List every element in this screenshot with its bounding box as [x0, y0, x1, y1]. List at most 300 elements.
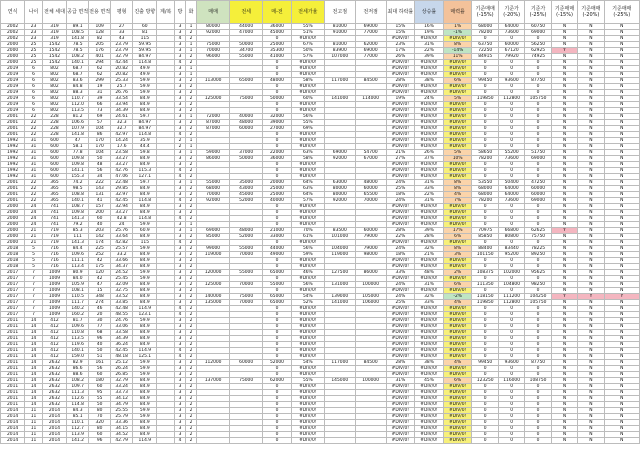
table-cell[interactable]: 0 [498, 402, 524, 408]
table-cell[interactable]: 84500 [355, 360, 386, 366]
table-cell[interactable]: 2011 [1, 336, 25, 342]
table-cell[interactable]: 84915 [472, 54, 498, 60]
table-cell[interactable]: 0 [472, 276, 498, 282]
table-cell[interactable]: 4 [175, 60, 186, 66]
table-cell[interactable]: 25.76 [111, 228, 133, 234]
table-cell[interactable]: 2014 [1, 414, 25, 420]
table-cell[interactable]: 33% [386, 270, 415, 276]
table-cell[interactable]: 14 [25, 402, 43, 408]
table-cell[interactable]: 0 [263, 138, 292, 144]
table-cell[interactable]: 59.9 [133, 408, 157, 414]
table-cell[interactable]: 319 [42, 30, 66, 36]
table-cell[interactable]: 74925 [525, 54, 551, 60]
table-cell[interactable]: N [551, 438, 577, 444]
table-cell[interactable]: 0 [525, 336, 551, 342]
table-cell[interactable]: 34.39 [111, 336, 133, 342]
table-cell[interactable]: 35000 [230, 180, 263, 186]
table-cell[interactable]: 0 [472, 336, 498, 342]
table-cell[interactable]: 24 [111, 222, 133, 228]
table-cell[interactable]: N [604, 168, 639, 174]
table-cell[interactable]: 85850 [472, 234, 498, 240]
table-cell[interactable]: 115 [133, 240, 157, 246]
table-cell[interactable]: 143 [89, 186, 111, 192]
table-cell[interactable]: 6 [25, 72, 43, 78]
table-cell[interactable]: 4 [175, 216, 186, 222]
table-cell[interactable]: 48% [415, 270, 444, 276]
table-cell[interactable]: 79000 [355, 246, 386, 252]
table-cell[interactable]: #DIV/0! [415, 84, 444, 90]
table-cell[interactable]: #DIV/0! [291, 108, 324, 114]
table-cell[interactable]: 3 [175, 414, 186, 420]
table-cell[interactable]: #DIV/0! [291, 174, 324, 180]
table-cell[interactable]: N [551, 90, 577, 96]
table-cell[interactable]: 0 [263, 330, 292, 336]
table-cell[interactable]: 25 [25, 42, 43, 48]
table-cell[interactable]: 0 [263, 390, 292, 396]
table-cell[interactable]: 15 [89, 288, 111, 294]
table-cell[interactable]: 41000 [263, 54, 292, 60]
table-cell[interactable]: 34.12 [111, 396, 133, 402]
table-cell[interactable]: 62 [89, 72, 111, 78]
table-cell[interactable]: 0 [525, 66, 551, 72]
table-cell[interactable]: 93600 [498, 78, 524, 84]
table-cell[interactable]: 7 [25, 312, 43, 318]
table-cell[interactable]: 64% [291, 180, 324, 186]
table-cell[interactable]: 101150 [472, 252, 498, 258]
table-cell[interactable]: 25 [25, 60, 43, 66]
table-cell[interactable]: 84.97 [133, 126, 157, 132]
table-cell[interactable]: 0 [472, 174, 498, 180]
table-cell[interactable]: #DIV/0! [291, 132, 324, 138]
table-cell[interactable]: 4 [175, 174, 186, 180]
table-cell[interactable]: 2 [186, 366, 197, 372]
table-cell[interactable]: N [551, 24, 577, 30]
table-cell[interactable]: N [578, 408, 604, 414]
table-cell[interactable]: N [578, 342, 604, 348]
table-cell[interactable]: 58650 [472, 150, 498, 156]
table-cell[interactable]: 22 [25, 114, 43, 120]
table-cell[interactable]: 85.1 [67, 414, 89, 420]
table-cell[interactable]: 2001 [1, 126, 25, 132]
table-cell[interactable]: 56 [89, 366, 111, 372]
table-cell[interactable]: 84.9 [133, 384, 157, 390]
table-cell[interactable]: 2632 [42, 366, 66, 372]
table-cell[interactable]: 0 [263, 210, 292, 216]
table-cell[interactable]: N [551, 72, 577, 78]
table-cell[interactable]: 0 [472, 66, 498, 72]
table-cell[interactable]: 2 [186, 318, 197, 324]
table-cell[interactable]: 0 [472, 288, 498, 294]
header-cell[interactable]: 전세 [230, 1, 263, 24]
table-cell[interactable]: 88.6 [67, 372, 89, 378]
table-cell[interactable]: 33% [415, 186, 444, 192]
table-cell[interactable]: 2 [186, 306, 197, 312]
table-cell[interactable]: 0 [472, 402, 498, 408]
table-cell[interactable]: 107.9 [67, 126, 89, 132]
header-cell[interactable]: 전체 세대 [42, 1, 66, 24]
table-cell[interactable]: 35300 [263, 48, 292, 54]
table-cell[interactable]: N [604, 288, 639, 294]
header-cell[interactable]: 전고점 [324, 1, 355, 24]
table-cell[interactable]: 157 [89, 204, 111, 210]
table-cell[interactable]: 33.85 [111, 300, 133, 306]
table-cell[interactable]: 108.8 [67, 192, 89, 198]
table-cell[interactable]: 1542 [42, 48, 66, 54]
table-cell[interactable]: 125000 [197, 96, 230, 102]
table-cell[interactable]: 5 [25, 264, 43, 270]
table-cell[interactable]: N [578, 396, 604, 402]
table-cell[interactable]: 33.36 [111, 420, 133, 426]
table-cell[interactable]: 2014 [42, 420, 66, 426]
table-cell[interactable]: 69000 [355, 48, 386, 54]
table-cell[interactable]: #DIV/0! [291, 72, 324, 78]
table-cell[interactable]: 67% [291, 42, 324, 48]
table-cell[interactable]: 60 [89, 372, 111, 378]
table-cell[interactable]: 68000 [472, 24, 498, 30]
table-cell[interactable]: N [578, 60, 604, 66]
table-cell[interactable]: 0 [263, 216, 292, 222]
table-cell[interactable]: 2 [186, 30, 197, 36]
table-cell[interactable]: 59000 [197, 150, 230, 156]
table-cell[interactable]: 2017 [1, 276, 25, 282]
table-cell[interactable]: 7% [443, 198, 472, 204]
table-cell[interactable]: 2019 [1, 84, 25, 90]
table-cell[interactable]: 4% [443, 300, 472, 306]
table-cell[interactable]: 0 [525, 390, 551, 396]
table-cell[interactable]: 84.9 [133, 330, 157, 336]
table-cell[interactable]: 58% [291, 78, 324, 84]
table-cell[interactable]: #DIV/0! [443, 216, 472, 222]
table-cell[interactable]: 2632 [42, 390, 66, 396]
table-cell[interactable]: N [604, 126, 639, 132]
table-cell[interactable]: 31% [415, 198, 444, 204]
table-cell[interactable]: #DIV/0! [443, 426, 472, 432]
table-cell[interactable]: 0 [472, 210, 498, 216]
table-cell[interactable]: 228 [42, 126, 66, 132]
table-cell[interactable]: 21% [386, 150, 415, 156]
table-cell[interactable]: 2 [186, 162, 197, 168]
table-cell[interactable]: 52000 [230, 198, 263, 204]
table-cell[interactable]: 0 [525, 312, 551, 318]
table-cell[interactable]: 0 [525, 144, 551, 150]
table-cell[interactable]: 2 [186, 390, 197, 396]
table-cell[interactable]: 3 [175, 180, 186, 186]
table-cell[interactable]: 109.6 [67, 324, 89, 330]
table-cell[interactable]: 0 [472, 138, 498, 144]
table-cell[interactable]: 3 [175, 360, 186, 366]
table-cell[interactable]: 81000 [324, 24, 355, 30]
table-cell[interactable]: N [578, 378, 604, 384]
table-cell[interactable]: 4 [175, 36, 186, 42]
table-cell[interactable]: #DIV/0! [291, 66, 324, 72]
table-cell[interactable]: N [604, 150, 639, 156]
table-cell[interactable]: #DIV/0! [415, 396, 444, 402]
table-cell[interactable]: 14 [25, 318, 43, 324]
table-cell[interactable]: 78200 [472, 156, 498, 162]
table-cell[interactable]: 98250 [525, 282, 551, 288]
table-cell[interactable]: 2 [186, 288, 197, 294]
table-cell[interactable]: 14 [25, 336, 43, 342]
table-cell[interactable]: 2 [186, 426, 197, 432]
table-cell[interactable]: 6% [443, 234, 472, 240]
table-cell[interactable]: 58% [291, 156, 324, 162]
table-cell[interactable]: 180 [89, 378, 111, 384]
table-cell[interactable]: 2000 [1, 240, 25, 246]
table-cell[interactable]: #DIV/0! [443, 324, 472, 330]
table-cell[interactable]: 63% [291, 150, 324, 156]
table-cell[interactable]: N [604, 402, 639, 408]
table-cell[interactable]: 79920 [498, 54, 524, 60]
table-cell[interactable]: 2 [186, 84, 197, 90]
table-cell[interactable]: #DIV/0! [291, 414, 324, 420]
table-cell[interactable]: 28% [386, 78, 415, 84]
table-cell[interactable]: 92000 [197, 30, 230, 36]
table-cell[interactable]: #DIV/0! [443, 210, 472, 216]
table-cell[interactable]: 111350 [472, 282, 498, 288]
table-cell[interactable]: 120 [89, 270, 111, 276]
table-cell[interactable]: 125000 [197, 282, 230, 288]
table-cell[interactable]: 25000 [263, 192, 292, 198]
table-cell[interactable]: N [578, 192, 604, 198]
table-cell[interactable]: 116000 [498, 378, 524, 384]
table-cell[interactable]: 142 [89, 234, 111, 240]
table-cell[interactable]: 42.48 [111, 306, 133, 312]
table-cell[interactable]: 0 [472, 84, 498, 90]
table-cell[interactable]: 294 [89, 60, 111, 66]
table-cell[interactable]: 20.82 [111, 72, 133, 78]
table-cell[interactable]: 600 [42, 168, 66, 174]
table-cell[interactable]: 7 [25, 282, 43, 288]
table-cell[interactable]: 52% [291, 300, 324, 306]
table-cell[interactable]: #DIV/0! [415, 420, 444, 426]
table-cell[interactable]: 84.0 [67, 276, 89, 282]
table-cell[interactable]: 99000 [197, 246, 230, 252]
table-cell[interactable]: 119850 [472, 300, 498, 306]
table-cell[interactable]: 32.94 [111, 204, 133, 210]
table-cell[interactable]: 31 [25, 174, 43, 180]
table-cell[interactable]: 1542 [42, 60, 66, 66]
table-cell[interactable]: 0 [472, 168, 498, 174]
table-cell[interactable]: 104800 [498, 282, 524, 288]
table-cell[interactable]: 252 [89, 252, 111, 258]
table-cell[interactable]: 32.7 [111, 126, 133, 132]
table-cell[interactable]: 19% [386, 96, 415, 102]
table-cell[interactable]: #DIV/0! [443, 144, 472, 150]
table-cell[interactable]: #DIV/0! [386, 306, 415, 312]
table-cell[interactable]: 84.9 [133, 402, 157, 408]
table-cell[interactable]: 64% [291, 192, 324, 198]
table-cell[interactable]: 1 [186, 72, 197, 78]
header-cell[interactable]: 공급 면적 [67, 1, 89, 24]
table-cell[interactable]: 56 [89, 168, 111, 174]
table-cell[interactable]: #DIV/0! [443, 432, 472, 438]
table-cell[interactable]: #DIV/0! [443, 336, 472, 342]
table-cell[interactable]: N [551, 192, 577, 198]
table-cell[interactable]: 0 [525, 288, 551, 294]
table-cell[interactable]: 0 [263, 306, 292, 312]
table-cell[interactable]: 2 [186, 354, 197, 360]
table-cell[interactable]: N [578, 324, 604, 330]
table-cell[interactable]: 22% [415, 48, 444, 54]
table-cell[interactable]: 161 [89, 360, 111, 366]
table-cell[interactable]: N [604, 138, 639, 144]
table-cell[interactable]: 84.9 [133, 102, 157, 108]
table-cell[interactable]: #DIV/0! [386, 408, 415, 414]
table-cell[interactable]: 47250 [525, 180, 551, 186]
table-cell[interactable]: #DIV/0! [386, 264, 415, 270]
table-cell[interactable]: N [604, 210, 639, 216]
table-cell[interactable]: N [604, 390, 639, 396]
table-cell[interactable]: #DIV/0! [386, 276, 415, 282]
table-cell[interactable]: 78.5 [67, 48, 89, 54]
table-cell[interactable]: 0 [472, 432, 498, 438]
table-cell[interactable]: 2 [186, 132, 197, 138]
table-cell[interactable]: 111.3 [67, 390, 89, 396]
table-cell[interactable]: N [578, 240, 604, 246]
table-cell[interactable]: 48000 [355, 180, 386, 186]
table-cell[interactable]: 0 [525, 330, 551, 336]
table-cell[interactable]: #DIV/0! [443, 72, 472, 78]
table-cell[interactable]: 115.3 [133, 168, 157, 174]
table-cell[interactable]: #DIV/0! [386, 342, 415, 348]
table-cell[interactable]: 109.8 [67, 210, 89, 216]
table-cell[interactable]: 60000 [525, 192, 551, 198]
table-cell[interactable]: 2 [186, 174, 197, 180]
table-cell[interactable]: #DIV/0! [291, 162, 324, 168]
table-cell[interactable]: N [604, 174, 639, 180]
table-cell[interactable]: 51750 [525, 150, 551, 156]
table-cell[interactable] [157, 438, 175, 444]
table-cell[interactable]: 3 [175, 96, 186, 102]
table-cell[interactable]: 84.9 [133, 396, 157, 402]
table-cell[interactable]: 228 [42, 132, 66, 138]
table-cell[interactable]: 31% [415, 282, 444, 288]
table-cell[interactable]: N [578, 432, 604, 438]
table-cell[interactable]: 92000 [324, 156, 355, 162]
table-cell[interactable]: 0 [472, 438, 498, 444]
table-cell[interactable]: 2002 [1, 30, 25, 36]
table-cell[interactable]: 0 [525, 426, 551, 432]
table-cell[interactable]: N [578, 102, 604, 108]
table-cell[interactable]: 141000 [324, 96, 355, 102]
table-cell[interactable]: 3 [175, 228, 186, 234]
table-cell[interactable]: N [604, 222, 639, 228]
table-cell[interactable]: 46% [291, 270, 324, 276]
table-cell[interactable]: N [604, 306, 639, 312]
table-cell[interactable]: N [604, 24, 639, 30]
table-cell[interactable]: #DIV/0! [386, 168, 415, 174]
table-cell[interactable]: 2000 [1, 54, 25, 60]
table-cell[interactable]: 0 [263, 102, 292, 108]
table-cell[interactable]: #DIV/0! [291, 36, 324, 42]
table-cell[interactable]: #DIV/0! [415, 384, 444, 390]
table-cell[interactable]: 0 [498, 90, 524, 96]
table-cell[interactable]: 33.66 [111, 258, 133, 264]
table-cell[interactable]: 2 [186, 438, 197, 444]
table-cell[interactable]: 8% [443, 180, 472, 186]
table-cell[interactable]: N [578, 114, 604, 120]
table-cell[interactable]: #DIV/0! [415, 306, 444, 312]
table-cell[interactable]: #DIV/0! [291, 408, 324, 414]
table-cell[interactable]: 84.97 [133, 120, 157, 126]
table-cell[interactable]: #DIV/0! [415, 114, 444, 120]
table-cell[interactable]: N [551, 312, 577, 318]
table-cell[interactable]: 49000 [263, 252, 292, 258]
table-cell[interactable]: 131000 [324, 282, 355, 288]
table-cell[interactable]: 365 [42, 192, 66, 198]
table-cell[interactable]: 81.7 [67, 318, 89, 324]
table-cell[interactable]: #DIV/0! [443, 84, 472, 90]
table-cell[interactable]: #DIV/0! [291, 312, 324, 318]
table-cell[interactable]: 3 [175, 210, 186, 216]
table-cell[interactable]: 0 [498, 354, 524, 360]
table-cell[interactable]: 14 [25, 366, 43, 372]
table-cell[interactable]: N [551, 42, 577, 48]
table-cell[interactable]: N [578, 198, 604, 204]
table-cell[interactable]: 55000 [230, 246, 263, 252]
table-cell[interactable]: 1009 [42, 270, 66, 276]
table-cell[interactable]: #DIV/0! [415, 222, 444, 228]
table-cell[interactable]: 3 [175, 156, 186, 162]
table-cell[interactable]: 33000 [263, 234, 292, 240]
table-cell[interactable]: 100000 [355, 378, 386, 384]
table-cell[interactable]: 140000 [197, 294, 230, 300]
table-cell[interactable]: 0 [472, 372, 498, 378]
table-cell[interactable]: 20000 [263, 180, 292, 186]
table-cell[interactable]: N [604, 108, 639, 114]
table-cell[interactable]: 0 [472, 36, 498, 42]
table-cell[interactable]: 0 [498, 240, 524, 246]
table-cell[interactable]: 34 [89, 174, 111, 180]
table-cell[interactable]: 3 [175, 294, 186, 300]
table-cell[interactable]: N [604, 78, 639, 84]
table-cell[interactable]: 0 [263, 264, 292, 270]
table-cell[interactable]: 56% [291, 246, 324, 252]
table-cell[interactable]: 2 [186, 156, 197, 162]
table-cell[interactable]: 412 [42, 324, 66, 330]
table-cell[interactable]: 4 [175, 168, 186, 174]
table-cell[interactable]: 66 [89, 102, 111, 108]
table-cell[interactable]: 99450 [472, 360, 498, 366]
table-cell[interactable]: N [604, 60, 639, 66]
table-cell[interactable]: 89.1 [67, 24, 89, 30]
table-cell[interactable]: 0 [472, 132, 498, 138]
table-cell[interactable]: 2001 [1, 132, 25, 138]
table-cell[interactable]: 67000 [355, 156, 386, 162]
table-cell[interactable]: 23 [25, 36, 43, 42]
table-cell[interactable]: 4 [175, 348, 186, 354]
table-cell[interactable]: N [551, 276, 577, 282]
table-cell[interactable]: 2000 [1, 210, 25, 216]
table-cell[interactable]: 802 [42, 108, 66, 114]
table-cell[interactable]: #DIV/0! [291, 168, 324, 174]
table-cell[interactable]: #DIV/0! [386, 126, 415, 132]
table-cell[interactable]: 45000 [263, 30, 292, 36]
table-cell[interactable]: 600 [42, 156, 66, 162]
table-cell[interactable]: 73 [89, 108, 111, 114]
table-cell[interactable]: 106.6 [67, 120, 89, 126]
table-cell[interactable]: 2019 [1, 108, 25, 114]
table-cell[interactable]: 25.12 [111, 360, 133, 366]
table-cell[interactable]: #DIV/0! [386, 396, 415, 402]
table-cell[interactable]: 0 [525, 342, 551, 348]
table-cell[interactable]: 111200 [498, 294, 524, 300]
table-cell[interactable]: 0 [498, 342, 524, 348]
table-cell[interactable]: 59.9 [133, 366, 157, 372]
table-cell[interactable]: N [551, 96, 577, 102]
table-cell[interactable]: N [551, 264, 577, 270]
table-cell[interactable]: 60% [291, 96, 324, 102]
